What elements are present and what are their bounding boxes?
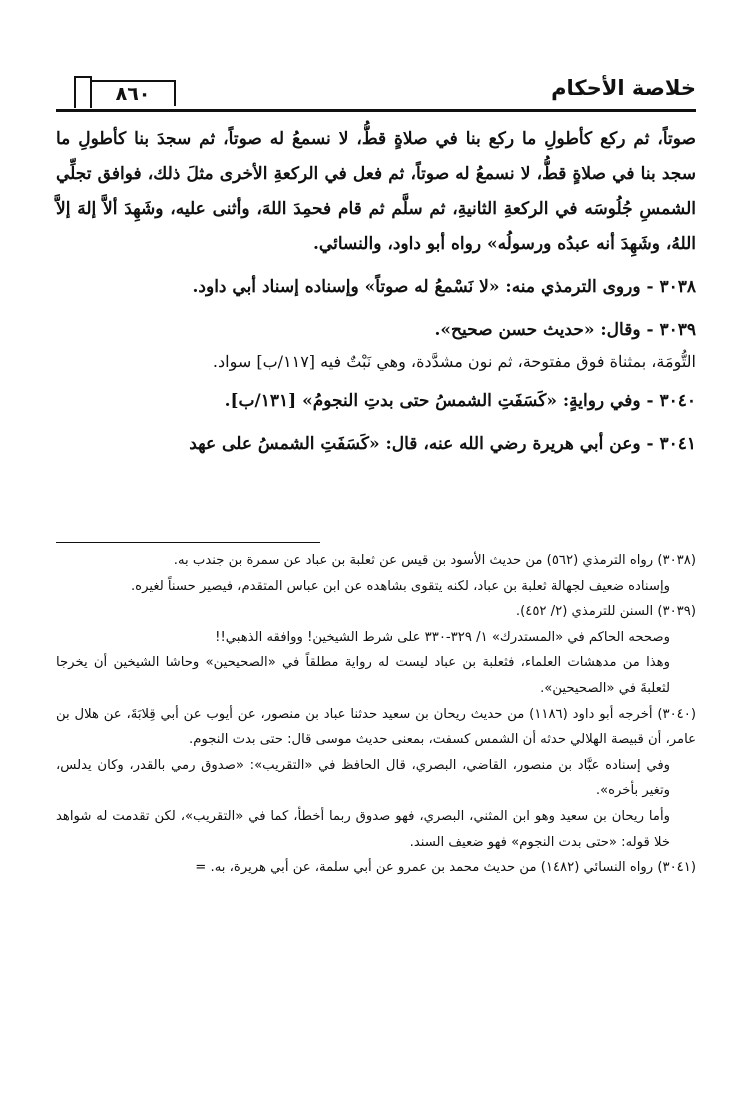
footnote: (٣٠٣٨) رواه الترمذي (٥٦٢) من حديث الأسود بن قيس عن ثعلبة بن عباد عن سمرة بن جندب به. bbox=[173, 553, 696, 568]
footnote-continuation: وفي إسناده عبَّاد بن منصور، القاضي، البصري، قال الحافظ في «التقريب»: «صدوق رمي بالقدر، وكان يدلس، وتغير بأخره». bbox=[56, 757, 670, 799]
footnote: (٣٠٣٩) السنن للترمذي (٢/ ٤٥٢). bbox=[515, 604, 696, 620]
footnote-divider bbox=[56, 542, 320, 543]
hadith-text: وروى الترمذي منه: «لا نَسْمعُ له صوتاً» وإسناده إسناد أبي داود. bbox=[192, 277, 641, 297]
hadith-entry bbox=[56, 384, 696, 419]
page-number: ٨٦٠ bbox=[90, 80, 176, 106]
page-header bbox=[56, 72, 696, 112]
hadith-entry bbox=[56, 313, 696, 348]
hadith-number: ٣٠٣٩ - bbox=[646, 320, 696, 340]
book-title: خلاصة الأحكام bbox=[551, 76, 696, 100]
gloss-note: التُّومَة، بمثناة فوق مفتوحة، ثم نون مشدَّدة، وهي نَبْتٌ فيه [١١٧/ب] سواد. bbox=[212, 352, 696, 371]
hadith-number: ٣٠٣٨ - bbox=[646, 277, 696, 297]
hadith-text: وفي روايةٍ: «كَسَفَتِ الشمسُ حتى بدتِ النجومُ» [١٣١/ب]. bbox=[224, 391, 641, 411]
hadith-number: ٣٠٤١ - bbox=[646, 434, 696, 454]
footnote-continuation: وأما ريحان بن سعيد وهو ابن المثني، البصري، فهو صدوق ربما أخطأ، كما في «التقريب»، لكن تقدمت له شواهد خلا قوله: «حتى بدت النجوم» فهو ضعيف السند. bbox=[56, 808, 670, 850]
footnote: (٣٠٤١) رواه النسائي (١٤٨٢) من حديث محمد بن عمرو عن أبي سلمة، عن أبي هريرة، به. = bbox=[195, 860, 696, 876]
footnote-continuation: وإسناده ضعيف لجهالة ثعلبة بن عباد، لكنه يتقوى بشاهده عن ابن عباس المتقدم، فيصير حسناً لغيره. bbox=[130, 578, 670, 594]
footnote-continuation: وهذا من مدهشات العلماء، فثعلبة بن عباد ليست له رواية مطلقاً في «الصحيحين» وحاشا الشيخين أن يخرجا لثعلبةَ في «الصحيحين». bbox=[56, 655, 670, 696]
main-text bbox=[56, 122, 696, 462]
hadith-continuation: صوتاً، ثم ركع كأطولِ ما ركع بنا في صلاةٍ قطُّ، لا نسمعُ له صوتاً، ثم سجدَ بنا كأطولِ ما سجد بنا في صلاةٍ قطُّ، لا نسمعُ له صوتاً، ثم فعل في الركعةِ الأخرى مثلَ ذلك، فوافق تجلِّي الشمسِ جُلُوسَه في الركعةِ الثانيةِ، ثم سلَّم ثم قام فحمِدَ اللهَ، وأثنى عليه، وشَهِدَ ألاَّ إلهَ إلاَّ اللهُ، وشَهِدَ أنه عبدُه ورسولُه» رواه أبو داود، والنسائي. bbox=[56, 129, 696, 254]
hadith-text: وقال: «حديث حسن صحيح». bbox=[434, 320, 641, 340]
hadith-text: وعن أبي هريرة رضي الله عنه، قال: «كَسَفَتِ الشمسُ على عهد bbox=[189, 434, 641, 454]
header-rule bbox=[56, 109, 696, 112]
hadith-entry bbox=[56, 427, 696, 462]
hadith-entry bbox=[56, 270, 696, 305]
footnote-continuation: وصححه الحاكم في «المستدرك» ١/ ٣٢٩-٣٣٠ على شرط الشيخين! ووافقه الذهبي!! bbox=[215, 629, 670, 645]
footnotes bbox=[56, 548, 696, 881]
footnote: (٣٠٤٠) أخرجه أبو داود (١١٨٦) من حديث ريحان بن سعيد حدثنا عباد بن منصور، عن أيوب عن أبي قِلابَةَ، عن هلال بن عامر، أن قبيصة الهلالي حدثه أن الشمس كسفت، بمعنى حديث موسى قال: حتى بدت النجوم. bbox=[56, 706, 697, 748]
hadith-number: ٣٠٤٠ - bbox=[646, 391, 696, 411]
